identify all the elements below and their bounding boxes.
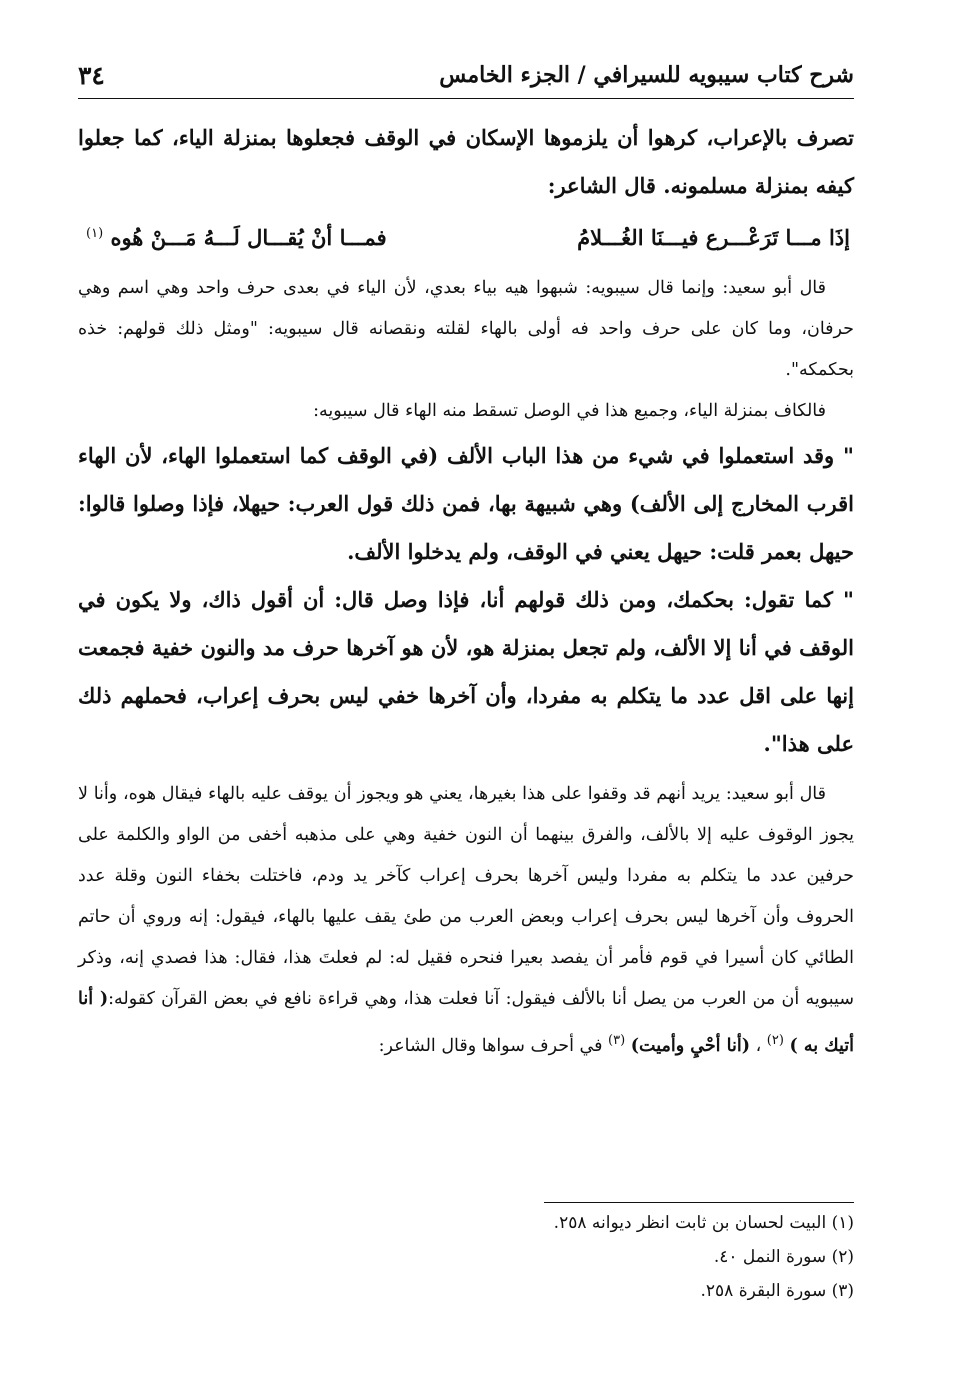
footnotes [554, 1206, 854, 1308]
quran-quote-1: ( أنا أتيك به ) [78, 989, 854, 1056]
quran-quote-2: (أنا أحْيِ وأميت) [630, 1035, 750, 1056]
page-number: ٣٤ [78, 60, 105, 90]
running-title: شرح كتاب سيبويه للسيرافي / الجزء الخامس [439, 62, 854, 88]
paragraph-2: قال أبو سعيد: وإنما قال سيبويه: شبهوا هيه بياء بعدي، لأن الياء في بعدى حرف واحد وهي اسم وهي حرفان، وما كان على حرف واحد فه أولى بالهاء لقلته ونقصانه قال سيبويه: "ومثل ذلك قولهم: خذه بحكمكه". [78, 278, 854, 380]
footnote-ref-2b: (٢) [766, 1033, 784, 1048]
book-page [78, 52, 854, 1362]
footnote-ref-1: (١) [86, 226, 104, 241]
verse-second-hemistich: فمـــا أنْ يُقـــال لَـــهُ مَـــنْ هُوه $^{(١)}$ [86, 225, 387, 250]
paragraph-4: " وقد استعملوا في شيء من هذا الباب الألف (في الوقف كما استعملوا الهاء، لأن الهاء اقرب المخارج إلى الألف) وهي شبيهة بها، فمن ذلك قول العرب: حيهلا، فإذا وصلوا قالوا: حيهل بعمر قلت: حيهل يعني في الوقف، ولم يدخلوا الألف. [78, 443, 854, 564]
page-header [78, 52, 854, 99]
separator: ، [755, 1035, 762, 1056]
page-body [78, 114, 854, 1067]
paragraph-1: تصرف بالإعراب، كرهوا أن يلزموها الإسكان في الوقف فجعلوها بمنزلة الياء، كما جعلوا كيفه بمنزلة مسلمونه. قال الشاعر: [78, 125, 854, 198]
footnote-3: (٣) سورة البقرة ٢٥٨. [700, 1281, 854, 1301]
paragraph-5: " كما تقول: بحكمك، ومن ذلك قولهم أنا، فإذا وصل قال: أن أقول ذاك، ولا يكون في الوقف في أنا إلا الألف، ولم تجعل بمنزلة هو، لأن هو آخرها حرف مد والنون خفية فجمعت إنها على اقل عدد ما يتكلم به مفردا، وأن آخرها خفي ليس بحرف إعراب، فحملهم ذلك على هذا". [78, 587, 854, 756]
paragraph-6: قال أبو سعيد: يريد أنهم قد وقفوا على هذا بغيرها، يعني هو ويجوز أن يوقف عليه بالهاء فيقال هوه، وأنا لا يجوز الوقوف عليه إلا بالألف، والفرق بينهما أن النون خفية وهي على مذهبه أخفى من الواو والكلمة على حرفين عدد ما يتكلم به مفردا وليس آخرها بحرف إعراب كآخر يد ودم، فاختلت بخفاء النون وقلة عدد الحروف وأن آخرها ليس بحرف إعراب وبعض العرب من طئ يقف عليها بالهاء، فيقول: إنه وروي أن حاتم الطائي كان أسيرا في قوم فأمر أن يفصد بعيرا فنحره فقيل له: لم فعلتَ هذا، فقال: هذا فصدي إنه، وذكر سيبويه أن من العرب من يصل أنا بالألف فيقول: آنا فعلت هذا، وهي قراءة نافع في بعض القرآن كقوله:( أنا أتيك به ) $^{(٢)}$ ، (أنا أحْيِ وأميت) $^{(٣)}$ في أحرف سواها وقال الشاعر: [78, 784, 854, 1056]
footnote-divider [544, 1202, 854, 1203]
footnote-2: (٢) سورة النمل ٤٠. [713, 1247, 854, 1267]
paragraph-6-end: في أحرف سواها وقال الشاعر: [378, 1035, 603, 1056]
footnote-ref-3: (٣) [608, 1033, 626, 1048]
paragraph-3: فالكاف بمنزلة الياء، وجميع هذا في الوصل تسقط منه الهاء قال سيبويه: [313, 401, 826, 421]
footnote-1: (١) البيت لحسان بن ثابت انظر ديوانه ٢٥٨. [553, 1213, 854, 1233]
verse-first-hemistich: إذَا مـــا تَرَعْـــرع فيـــنَا الغُـــلامُ [577, 225, 850, 250]
poetry-verse [78, 210, 854, 262]
